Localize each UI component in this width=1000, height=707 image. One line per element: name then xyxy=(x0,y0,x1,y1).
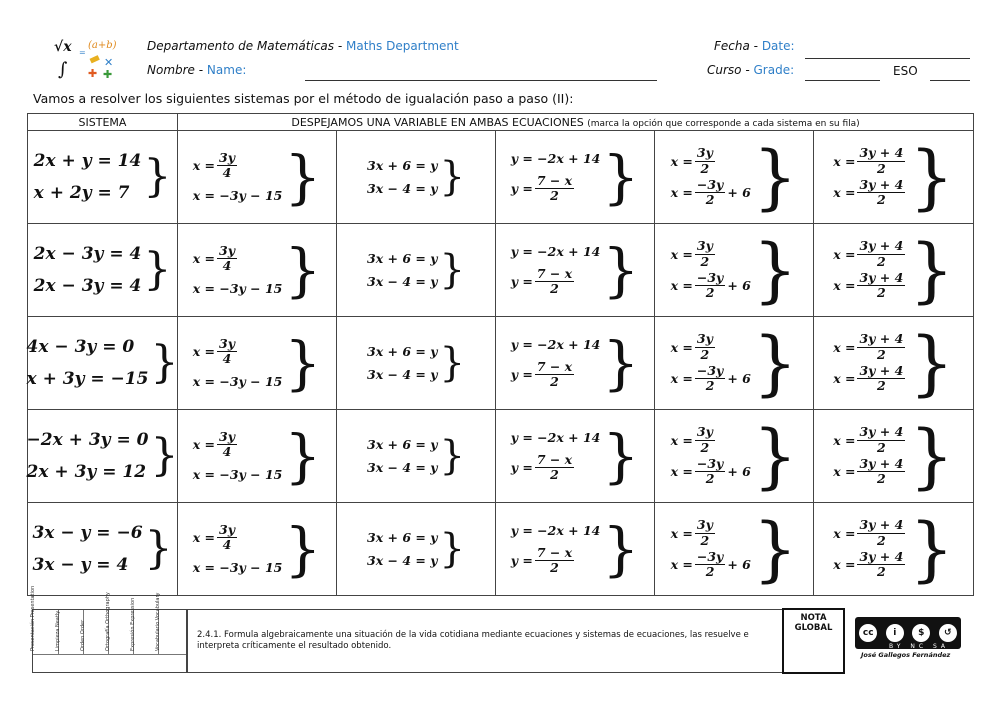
name-field[interactable] xyxy=(305,80,657,81)
option-cell-2[interactable]: 3x + 6 = y 3x − 4 = y } xyxy=(337,224,496,317)
option-cell-2[interactable]: 3x + 6 = y 3x − 4 = y } xyxy=(337,503,496,596)
system-cell: 3x − y = −6 3x − y = 4 } xyxy=(28,503,178,596)
header-sistema: SISTEMA xyxy=(28,114,178,131)
rubric-col[interactable]: Ortografía Orthography xyxy=(108,610,134,654)
system-row xyxy=(28,131,974,224)
author: José Gallegos Fernández xyxy=(861,651,951,659)
course-field[interactable] xyxy=(805,80,880,81)
option-cell-1[interactable]: x = $\frac{3y}{4}$ x = −3y − 15 } xyxy=(178,410,337,503)
rubric-grid xyxy=(30,585,188,673)
option-cell-5[interactable]: x = $\frac{3y + 4}{2}$ x = $\frac{3y + 4}{2}$ } xyxy=(814,503,974,596)
by-icon: i xyxy=(884,622,906,644)
option-cell-4[interactable]: x = $\frac{3y}{2}$ x = $\frac{-3y}{2}$ + 6 } xyxy=(655,317,814,410)
date-label: Fecha - Date: xyxy=(714,39,795,53)
svg-text:∫: ∫ xyxy=(58,59,68,80)
rubric-score-row[interactable] xyxy=(33,654,187,673)
option-cell-4[interactable]: x = $\frac{3y}{2}$ x = $\frac{-3y}{2}$ + 6 } xyxy=(655,131,814,224)
rubric-col[interactable]: Expresión Expression xyxy=(133,610,159,654)
footer xyxy=(27,585,973,671)
option-cell-4[interactable]: x = $\frac{3y}{2}$ x = $\frac{-3y}{2}$ + 6 } xyxy=(655,224,814,317)
option-cell-3[interactable]: y = −2x + 14 y = $\frac{7 - x}{2}$ } xyxy=(496,503,655,596)
equation: 2x − 3y = 4 xyxy=(33,276,142,296)
systems-table xyxy=(27,113,974,596)
system-row xyxy=(28,410,974,503)
course-label: Curso - Grade: xyxy=(707,63,795,77)
level-field[interactable] xyxy=(930,80,970,81)
equation: 4x − 3y = 0 xyxy=(26,337,135,357)
svg-text:(a+b): (a+b) xyxy=(88,40,117,51)
intro-text: Vamos a resolver los siguientes sistemas por el método de igualación paso a paso (II): xyxy=(33,91,574,106)
criterion-box xyxy=(186,609,783,673)
svg-text:✚: ✚ xyxy=(88,67,98,80)
option-cell-2[interactable]: 3x + 6 = y 3x − 4 = y } xyxy=(337,131,496,224)
option-cell-3[interactable]: y = −2x + 14 y = $\frac{7 - x}{2}$ } xyxy=(496,317,655,410)
level-label: ESO xyxy=(893,64,918,78)
rubric-col[interactable]: Orden Order xyxy=(83,610,109,654)
system-cell: 2x + y = 14 x + 2y = 7 } xyxy=(28,131,178,224)
system-row xyxy=(28,224,974,317)
system-cell: −2x + 3y = 0 2x + 3y = 12 } xyxy=(28,410,178,503)
dept-logo xyxy=(52,37,124,81)
option-cell-2[interactable]: 3x + 6 = y 3x − 4 = y } xyxy=(337,410,496,503)
equation: x + 3y = −15 xyxy=(26,369,149,389)
option-cell-1[interactable]: x = $\frac{3y}{4}$ x = −3y − 15 } xyxy=(178,224,337,317)
department-line: Departamento de Matemáticas - Maths Department xyxy=(147,39,459,53)
option-cell-4[interactable]: x = $\frac{3y}{2}$ x = $\frac{-3y}{2}$ + 6 } xyxy=(655,503,814,596)
option-cell-5[interactable]: x = $\frac{3y + 4}{2}$ x = $\frac{3y + 4}{2}$ } xyxy=(814,410,974,503)
rubric-col[interactable]: Limpieza Neatly xyxy=(58,610,84,654)
option-cell-3[interactable]: y = −2x + 14 y = $\frac{7 - x}{2}$ } xyxy=(496,131,655,224)
option-cell-5[interactable]: x = $\frac{3y + 4}{2}$ x = $\frac{3y + 4}{2}$ } xyxy=(814,317,974,410)
option-cell-2[interactable]: 3x + 6 = y 3x − 4 = y } xyxy=(337,317,496,410)
svg-text:√x: √x xyxy=(54,39,72,55)
global-grade-box[interactable]: NOTA GLOBAL xyxy=(782,608,845,674)
cc-badge: cc i $ ↺ BY NC SA xyxy=(855,617,961,649)
system-row xyxy=(28,503,974,596)
system-row xyxy=(28,317,974,410)
option-cell-3[interactable]: y = −2x + 14 y = $\frac{7 - x}{2}$ } xyxy=(496,224,655,317)
option-cell-1[interactable]: x = $\frac{3y}{4}$ x = −3y − 15 } xyxy=(178,317,337,410)
svg-text:✕: ✕ xyxy=(104,56,114,69)
equation: 2x − 3y = 4 xyxy=(33,244,142,264)
equation: 3x − y = −6 xyxy=(32,523,143,543)
option-cell-5[interactable]: x = $\frac{3y + 4}{2}$ x = $\frac{3y + 4}{2}$ } xyxy=(814,131,974,224)
criterion-text: 2.4.1. Formula algebraicamente una situación de la vida cotidiana mediante ecuaciones y sistemas de ecuaciones, las resuelve e interpreta críticamente el resultado obtenido. xyxy=(197,630,749,652)
equation: −2x + 3y = 0 xyxy=(26,430,149,450)
rubric-col[interactable]: Presentación Presentation xyxy=(33,610,59,654)
equation: 2x + y = 14 xyxy=(33,151,142,171)
option-cell-4[interactable]: x = $\frac{3y}{2}$ x = $\frac{-3y}{2}$ + 6 } xyxy=(655,410,814,503)
option-cell-5[interactable]: x = $\frac{3y + 4}{2}$ x = $\frac{3y + 4}{2}$ } xyxy=(814,224,974,317)
option-cell-1[interactable]: x = $\frac{3y}{4}$ x = −3y − 15 } xyxy=(178,131,337,224)
option-cell-1[interactable]: x = $\frac{3y}{4}$ x = −3y − 15 } xyxy=(178,503,337,596)
sa-icon: ↺ xyxy=(937,622,959,644)
rubric-col[interactable]: Vocabulario Vocabulary xyxy=(155,592,161,651)
system-cell: 4x − 3y = 0 x + 3y = −15 } xyxy=(28,317,178,410)
option-cell-3[interactable]: y = −2x + 14 y = $\frac{7 - x}{2}$ } xyxy=(496,410,655,503)
equation: 2x + 3y = 12 xyxy=(26,462,147,482)
svg-text:=: = xyxy=(79,48,86,57)
cc-license xyxy=(855,617,965,659)
header-despejamos: DESPEJAMOS UNA VARIABLE EN AMBAS ECUACIONES (marca la opción que corresponde a cada sistema en su fila) xyxy=(178,114,974,131)
equation: x + 2y = 7 xyxy=(33,183,130,203)
date-field[interactable] xyxy=(805,58,970,59)
name-label: Nombre - Name: xyxy=(147,63,247,77)
system-cell: 2x − 3y = 4 2x − 3y = 4 } xyxy=(28,224,178,317)
svg-text:✚: ✚ xyxy=(103,68,113,81)
equation: 3x − y = 4 xyxy=(32,555,129,575)
nc-icon: $ xyxy=(910,622,932,644)
cc-icon: cc xyxy=(857,622,879,644)
